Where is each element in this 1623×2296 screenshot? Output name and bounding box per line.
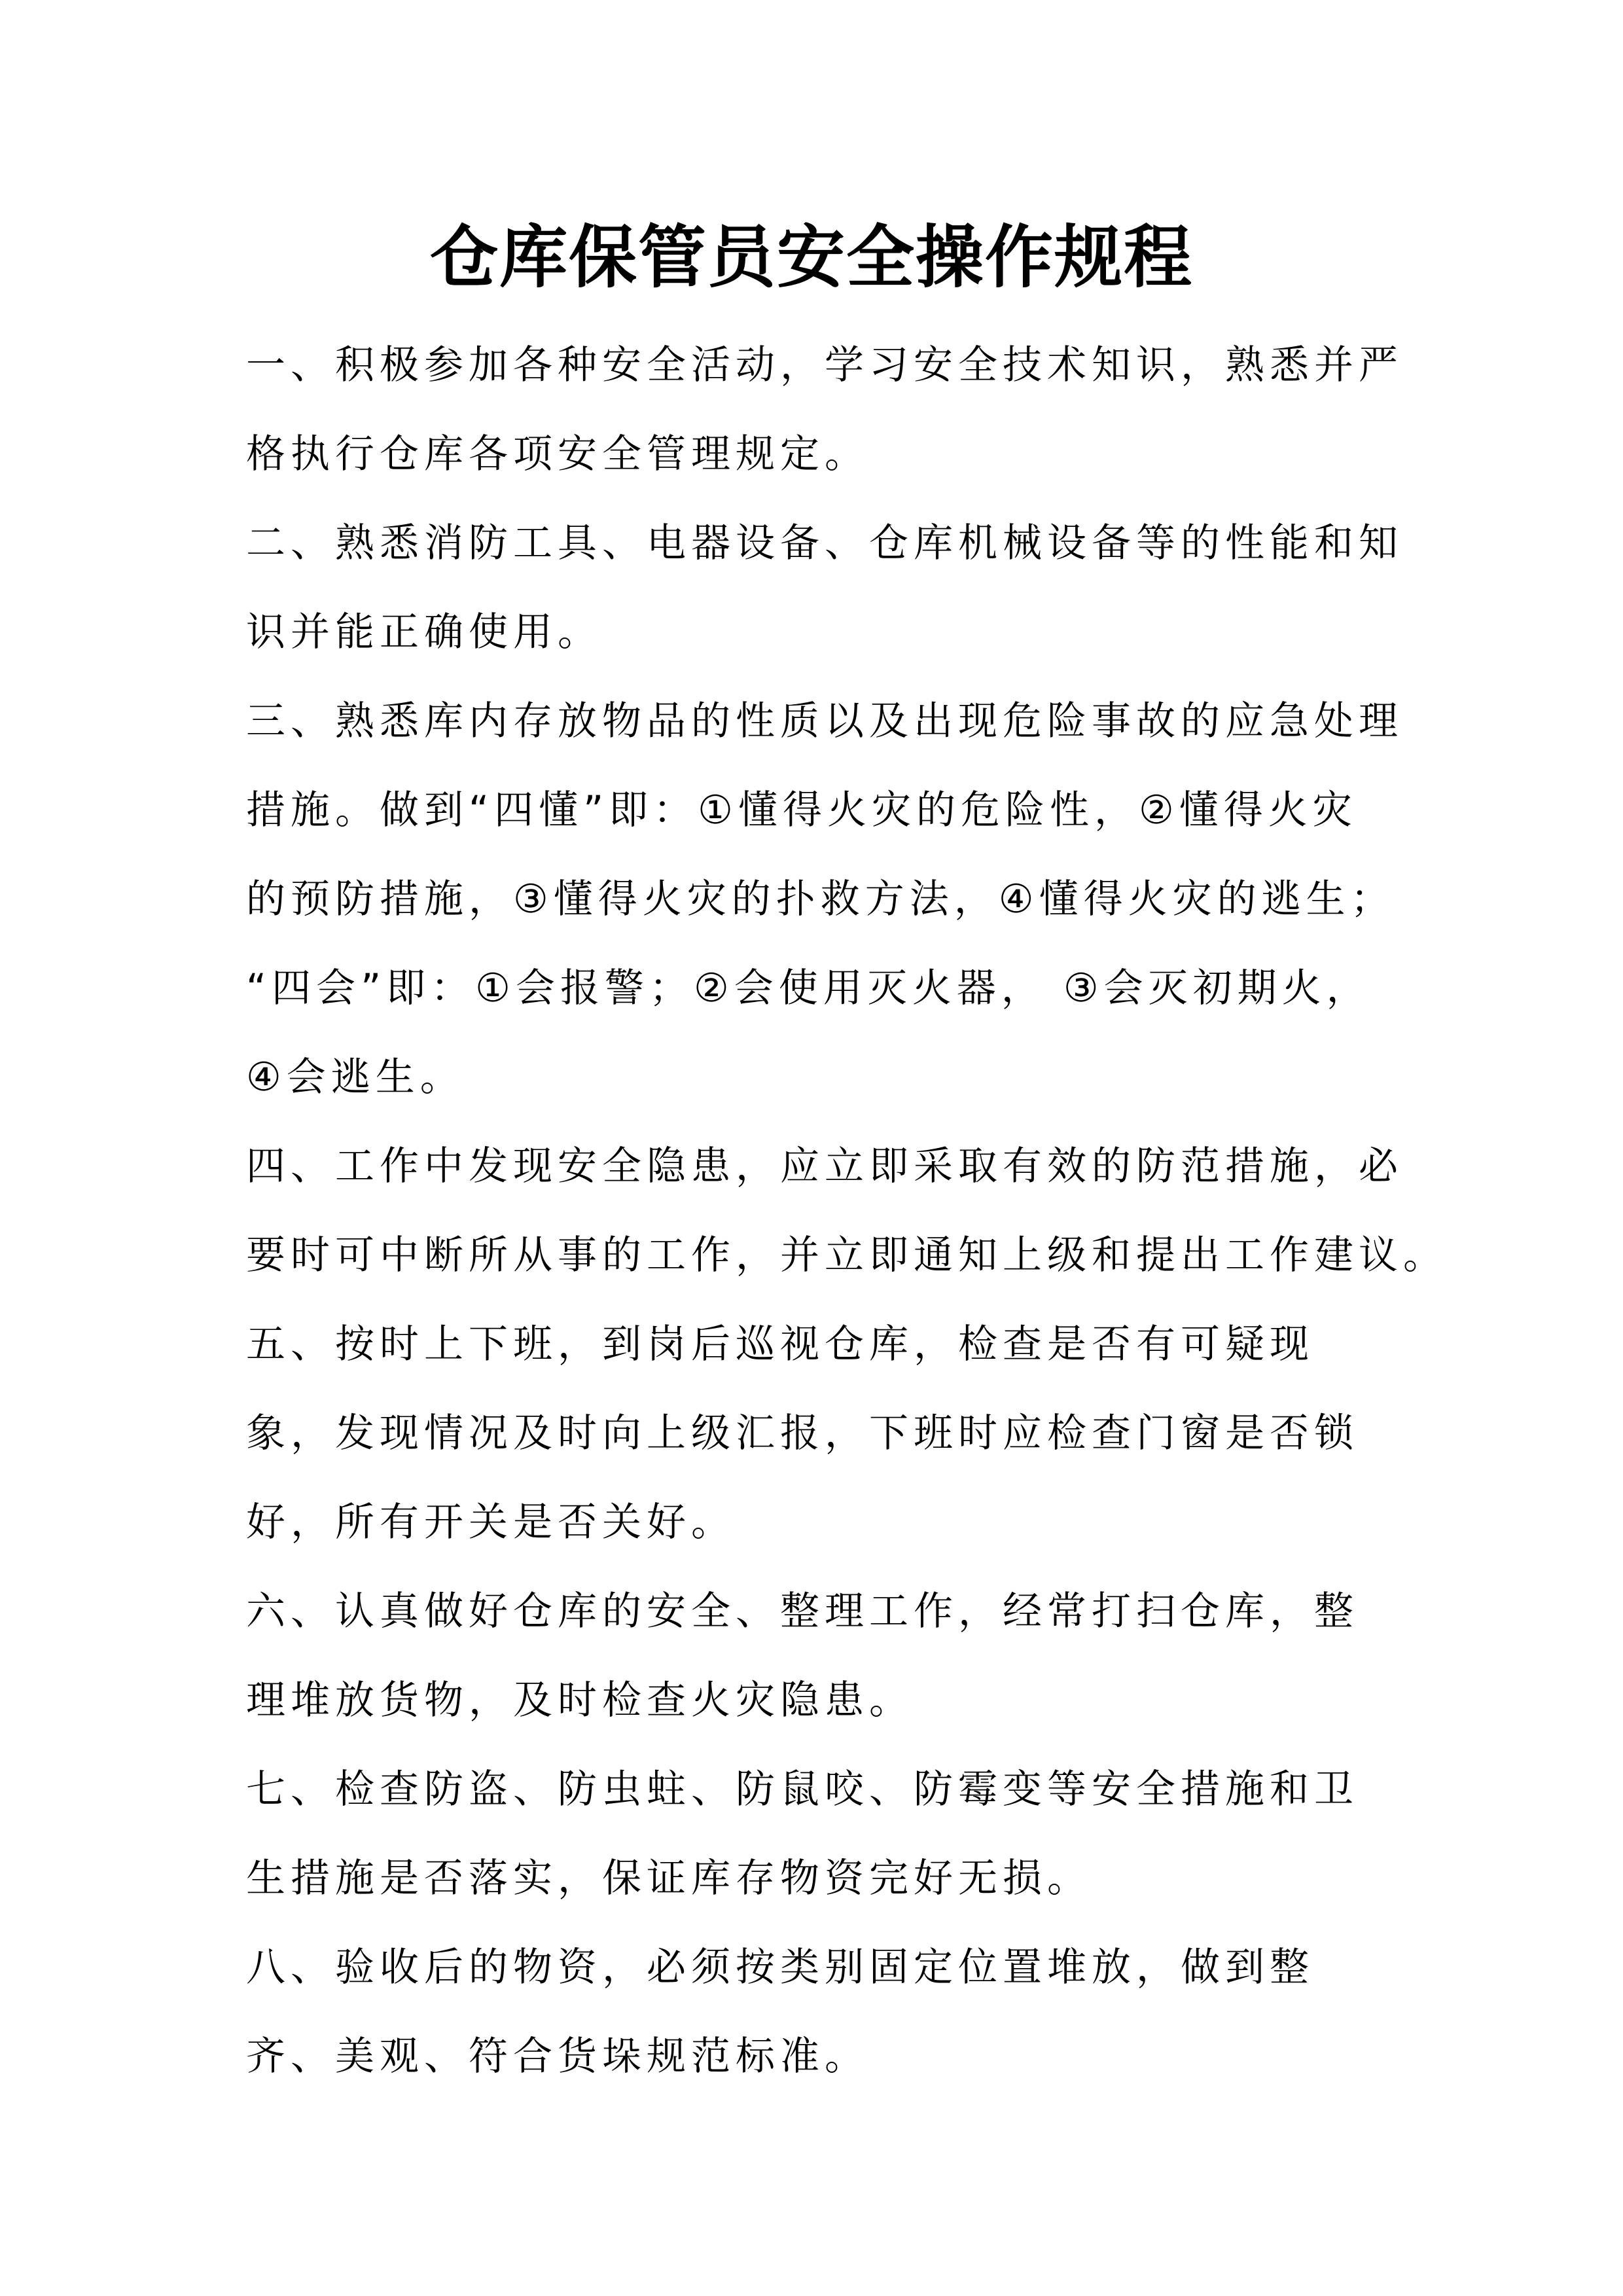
body-line: 要时可中断所从事的工作，并立即通知上级和提出工作建议。 — [246, 1232, 1448, 1278]
body-line: 四、工作中发现安全隐患，应立即采取有效的防范措施，必 — [246, 1143, 1403, 1189]
body-line: 的预防措施，③懂得火灾的扑救方法，④懂得火灾的逃生； — [246, 876, 1395, 922]
body-line: 理堆放货物，及时检查火灾隐患。 — [246, 1677, 914, 1723]
body-line: 三、熟悉库内存放物品的性质以及出现危险事故的应急处理 — [246, 698, 1403, 744]
body-line: 二、熟悉消防工具、电器设备、仓库机械设备等的性能和知 — [246, 520, 1403, 566]
body-line: ④会逃生。 — [246, 1054, 465, 1100]
body-line: 识并能正确使用。 — [246, 609, 602, 655]
body-line: 生措施是否落实，保证库存物资完好无损。 — [246, 1856, 1092, 1901]
body-line: 齐、美观、符合货垛规范标准。 — [246, 2034, 869, 2079]
body-line: 一、积极参加各种安全活动，学习安全技术知识，熟悉并严 — [246, 342, 1403, 388]
body-line: 措施。做到“四懂”即：①懂得火灾的危险性，②懂得火灾 — [246, 787, 1357, 833]
body-line: 好，所有开关是否关好。 — [246, 1499, 736, 1545]
body-line: 象，发现情况及时向上级汇报，下班时应检查门窗是否锁 — [246, 1410, 1359, 1456]
body-line: 七、检查防盗、防虫蛀、防鼠咬、防霉变等安全措施和卫 — [246, 1767, 1359, 1812]
body-line: 六、认真做好仓库的安全、整理工作，经常打扫仓库，整 — [246, 1588, 1359, 1634]
document-title: 仓库保管员安全操作规程 — [429, 217, 1193, 297]
body-line: 格执行仓库各项安全管理规定。 — [246, 431, 869, 477]
body-line: “四会”即：①会报警；②会使用灭火器， ③会灭初期火， — [246, 965, 1371, 1011]
body-line: 八、验收后的物资，必须按类别固定位置堆放，做到整 — [246, 1945, 1314, 1990]
body-line: 五、按时上下班，到岗后巡视仓库，检查是否有可疑现 — [246, 1321, 1314, 1367]
